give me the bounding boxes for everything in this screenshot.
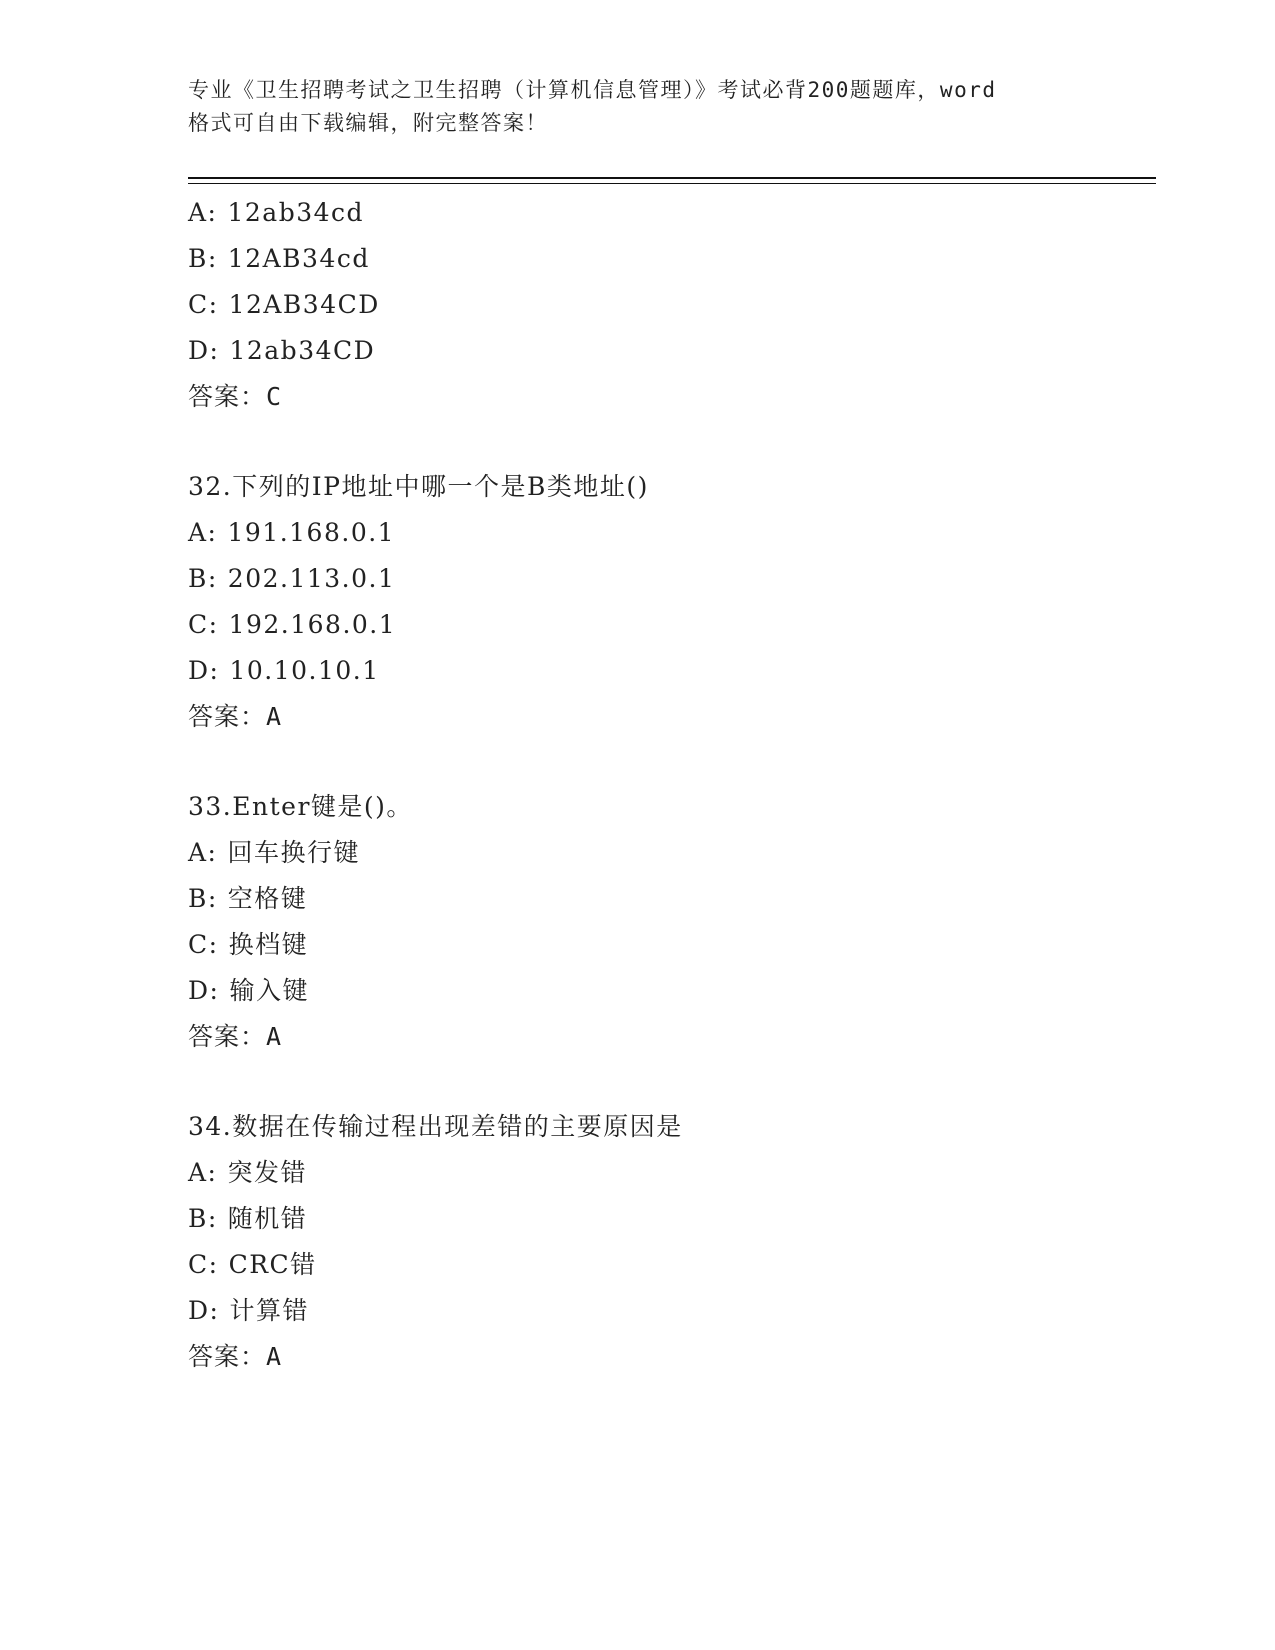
option-key: B:	[188, 244, 218, 273]
option-key: B:	[188, 1204, 218, 1233]
option-d	[188, 968, 1148, 1014]
option-key: C:	[188, 1250, 219, 1279]
option-c	[188, 1242, 1148, 1288]
option-text: 计算错	[229, 1296, 309, 1325]
option-text: 12ab34CD	[229, 336, 376, 365]
question-list	[188, 190, 1148, 1380]
document-header	[188, 74, 1088, 140]
option-text: 12ab34cd	[227, 198, 365, 227]
option-key: A:	[188, 198, 218, 227]
option-text: 192.168.0.1	[228, 610, 397, 639]
option-d	[188, 328, 1148, 374]
option-d	[188, 1288, 1148, 1334]
option-a	[188, 510, 1148, 556]
option-text: 回车换行键	[227, 838, 360, 867]
option-key: D:	[188, 656, 220, 685]
header-line-1: 专业《卫生招聘考试之卫生招聘（计算机信息管理）》考试必背200题题库，word	[188, 78, 997, 102]
question-32	[188, 464, 1148, 740]
option-text: 12AB34CD	[228, 290, 380, 319]
question-stem: 34.数据在传输过程出现差错的主要原因是	[188, 1112, 683, 1141]
header-line-2: 格式可自由下载编辑，附完整答案！	[188, 111, 548, 135]
option-text: 空格键	[227, 884, 308, 913]
answer-line: 答案：A	[188, 1342, 283, 1371]
option-text: 随机错	[227, 1204, 308, 1233]
option-key: C:	[188, 930, 219, 959]
option-key: D:	[188, 336, 220, 365]
answer-line: 答案：A	[188, 702, 283, 731]
option-d	[188, 648, 1148, 694]
option-c	[188, 282, 1148, 328]
option-b	[188, 1196, 1148, 1242]
option-key: B:	[188, 564, 218, 593]
question-31-partial	[188, 190, 1148, 420]
option-key: A:	[188, 1158, 218, 1187]
question-stem: 32.下列的IP地址中哪一个是B类地址()	[188, 472, 649, 501]
option-key: B:	[188, 884, 218, 913]
question-34	[188, 1104, 1148, 1380]
option-b	[188, 236, 1148, 282]
header-divider-thick	[188, 177, 1156, 179]
option-text: 191.168.0.1	[227, 518, 396, 547]
option-key: A:	[188, 838, 218, 867]
option-key: D:	[188, 1296, 220, 1325]
option-text: CRC错	[228, 1250, 317, 1279]
answer-line: 答案：C	[188, 382, 283, 411]
option-a	[188, 190, 1148, 236]
option-key: C:	[188, 610, 219, 639]
header-divider-thin	[188, 183, 1156, 184]
option-key: A:	[188, 518, 218, 547]
option-key: D:	[188, 976, 220, 1005]
option-key: C:	[188, 290, 219, 319]
option-text: 10.10.10.1	[229, 656, 380, 685]
question-33	[188, 784, 1148, 1060]
option-a	[188, 1150, 1148, 1196]
question-stem: 33.Enter键是()。	[188, 792, 413, 821]
option-text: 换档键	[228, 930, 309, 959]
option-b	[188, 556, 1148, 602]
answer-line: 答案：A	[188, 1022, 283, 1051]
option-text: 输入键	[229, 976, 309, 1005]
option-text: 突发错	[227, 1158, 307, 1187]
option-text: 202.113.0.1	[227, 564, 396, 593]
option-c	[188, 602, 1148, 648]
option-text: 12AB34cd	[227, 244, 370, 273]
option-b	[188, 876, 1148, 922]
option-c	[188, 922, 1148, 968]
option-a	[188, 830, 1148, 876]
